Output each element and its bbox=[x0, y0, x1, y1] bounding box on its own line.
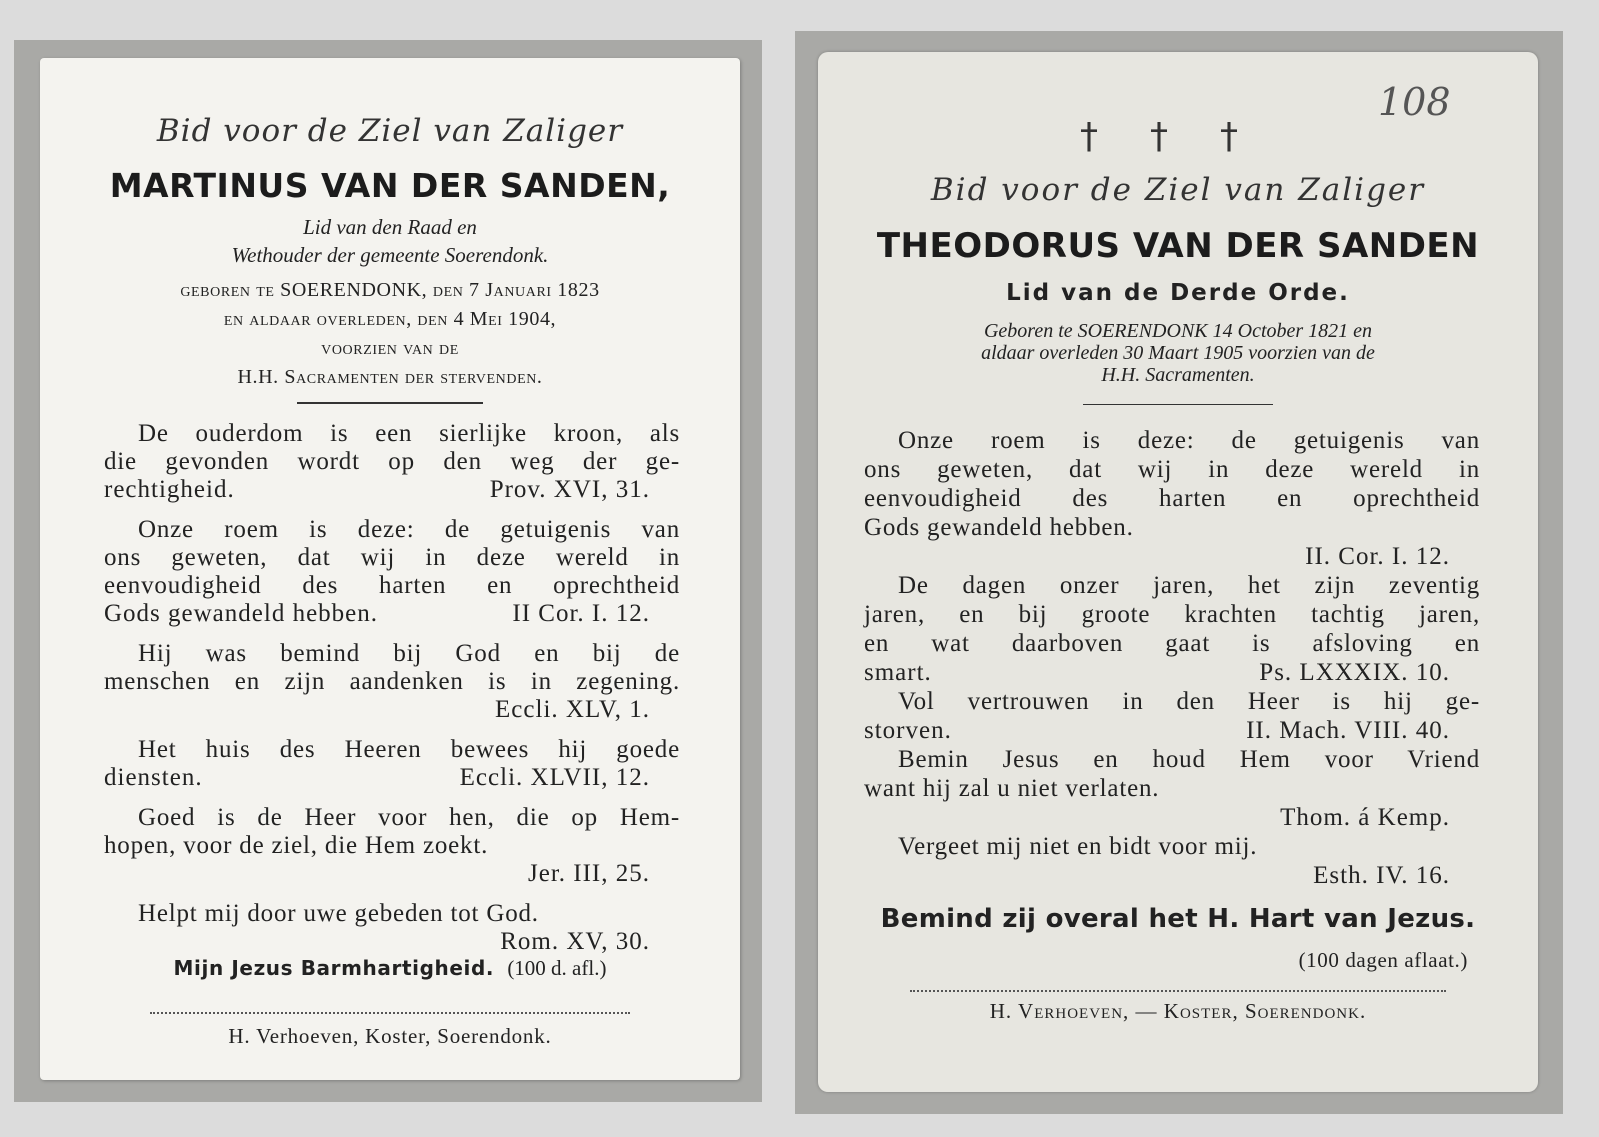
verse-line: Vol vertrouwen in den Heer is hij ge- bbox=[898, 688, 1480, 715]
left-verse-5 bbox=[104, 804, 680, 888]
verse-reference: Rom. XV, 30. bbox=[500, 928, 650, 955]
verse-line: jaren, en bij groote krachten tachtig jaren, bbox=[864, 601, 1480, 628]
verse-line: Onze roem is deze: de getuigenis van bbox=[138, 516, 680, 543]
left-verse-3 bbox=[104, 640, 680, 724]
verse-line: Gods gewandeld hebben. bbox=[104, 600, 379, 627]
verse-reference: Esth. IV. 16. bbox=[1313, 862, 1450, 889]
verse-line: De dagen onzer jaren, het zijn zeventig bbox=[898, 572, 1480, 599]
cross-icon: † bbox=[1220, 116, 1238, 157]
right-deceased-name: THEODORUS VAN DER SANDEN bbox=[876, 226, 1480, 266]
verse-line: Gods gewandeld hebben. bbox=[864, 514, 1134, 541]
verse-line: diensten. bbox=[104, 764, 203, 791]
right-birth-line1: Geboren te SOERENDONK 14 October 1821 en bbox=[983, 320, 1373, 342]
verse-reference: Eccli. XLV, 1. bbox=[495, 696, 650, 723]
right-verse-5 bbox=[864, 832, 1480, 890]
verse-line: ons geweten, dat wij in deze wereld in bbox=[864, 456, 1480, 483]
right-printer: H. Verhoeven, — Koster, Soerendonk. bbox=[989, 999, 1367, 1023]
verse-line: rechtigheid. bbox=[104, 476, 235, 503]
left-ejaculation-row bbox=[40, 956, 740, 981]
right-birth-line3: H.H. Sacramenten. bbox=[1101, 364, 1255, 386]
verse-line: Onze roem is deze: de getuigenis van bbox=[898, 427, 1480, 454]
verse-reference: Eccli. XLVII, 12. bbox=[459, 764, 650, 791]
right-ejaculation: Bemind zij overal het H. Hart van Jezus. bbox=[880, 904, 1476, 934]
right-birth-line2: aldaar overleden 30 Maart 1905 voorzien van de bbox=[981, 342, 1375, 364]
verse-reference: II. Cor. I. 12. bbox=[1305, 543, 1450, 570]
handwritten-number: 108 bbox=[1378, 80, 1451, 124]
right-verse-3 bbox=[864, 687, 1480, 745]
right-indulgence: (100 dagen aflaat.) bbox=[1298, 948, 1468, 972]
left-birth-line4: H.H. Sacramenten der stervenden. bbox=[237, 366, 543, 388]
verse-line: Goed is de Heer voor hen, die op Hem- bbox=[138, 804, 680, 831]
right-pray-line: Bid voor de Ziel van Zaliger bbox=[930, 172, 1426, 208]
left-divider bbox=[297, 402, 483, 404]
verse-line: en wat daarboven gaat is afsloving en bbox=[864, 630, 1480, 657]
verse-reference: Ps. LXXXIX. 10. bbox=[1259, 659, 1450, 686]
verse-reference: Prov. XVI, 31. bbox=[489, 476, 650, 503]
verse-reference: Thom. á Kemp. bbox=[1280, 804, 1450, 831]
left-role-line2: Wethouder der gemeente Soerendonk. bbox=[231, 243, 549, 267]
left-printer: H. Verhoeven, Koster, Soerendonk. bbox=[228, 1024, 552, 1048]
left-verses bbox=[104, 420, 680, 968]
verse-line: smart. bbox=[864, 659, 932, 686]
verse-line: Helpt mij door uwe gebeden tot God. bbox=[138, 900, 539, 927]
left-indulgence: (100 d. afl.) bbox=[507, 956, 607, 980]
right-memorial-card bbox=[818, 52, 1538, 1092]
verse-line: eenvoudigheid des harten en oprechtheid bbox=[104, 572, 680, 599]
right-divider bbox=[1083, 404, 1273, 405]
left-birth-line3: voorzien van de bbox=[321, 337, 459, 359]
cross-icon: † bbox=[1080, 116, 1098, 157]
left-birth-line1: geboren te SOERENDONK, den 7 Januari 1823 bbox=[180, 279, 600, 301]
left-pray-line: Bid voor de Ziel van Zaliger bbox=[156, 113, 624, 149]
verse-reference: Jer. III, 25. bbox=[528, 860, 650, 887]
left-verse-6 bbox=[104, 900, 680, 956]
verse-line: menschen en zijn aandenken is in zegening. bbox=[104, 668, 680, 695]
verse-line: Hij was bemind bij God en bij de bbox=[138, 640, 680, 667]
left-verse-1 bbox=[104, 420, 680, 504]
left-birth-line2: en aldaar overleden, den 4 Mei 1904, bbox=[223, 308, 557, 330]
verse-line: Bemin Jesus en houd Hem voor Vriend bbox=[898, 746, 1480, 773]
right-verse-2 bbox=[864, 571, 1480, 687]
verse-line: die gevonden wordt op den weg der ge- bbox=[104, 448, 680, 475]
verse-line: hopen, voor de ziel, die Hem zoekt. bbox=[104, 832, 489, 859]
right-verse-4 bbox=[864, 745, 1480, 832]
right-verse-1 bbox=[864, 426, 1480, 571]
left-verse-4 bbox=[104, 736, 680, 792]
left-deceased-name: MARTINUS VAN DER SANDEN, bbox=[109, 166, 671, 205]
right-order: Lid van de Derde Orde. bbox=[1006, 280, 1350, 306]
verse-line: De ouderdom is een sierlijke kroon, als bbox=[138, 420, 680, 447]
verse-line: Vergeet mij niet en bidt voor mij. bbox=[898, 833, 1258, 860]
verse-line: want hij zal u niet verlaten. bbox=[864, 775, 1160, 802]
right-verses bbox=[864, 426, 1480, 890]
left-memorial-card bbox=[40, 58, 740, 1080]
verse-reference: II. Mach. VIII. 40. bbox=[1246, 717, 1450, 744]
left-verse-2 bbox=[104, 516, 680, 628]
verse-line: ons geweten, dat wij in deze wereld in bbox=[104, 544, 680, 571]
verse-line: eenvoudigheid des harten en oprechtheid bbox=[864, 485, 1480, 512]
left-role-line1: Lid van den Raad en bbox=[303, 215, 477, 239]
right-dotted-divider bbox=[910, 990, 1446, 992]
verse-reference: II Cor. I. 12. bbox=[512, 600, 650, 627]
verse-line: storven. bbox=[864, 717, 952, 744]
cross-icon: † bbox=[1150, 116, 1168, 157]
verse-line: Het huis des Heeren bewees hij goede bbox=[138, 736, 680, 763]
left-ejaculation: Mijn Jezus Barmhartigheid. bbox=[173, 956, 495, 980]
left-dotted-divider bbox=[150, 1012, 630, 1014]
